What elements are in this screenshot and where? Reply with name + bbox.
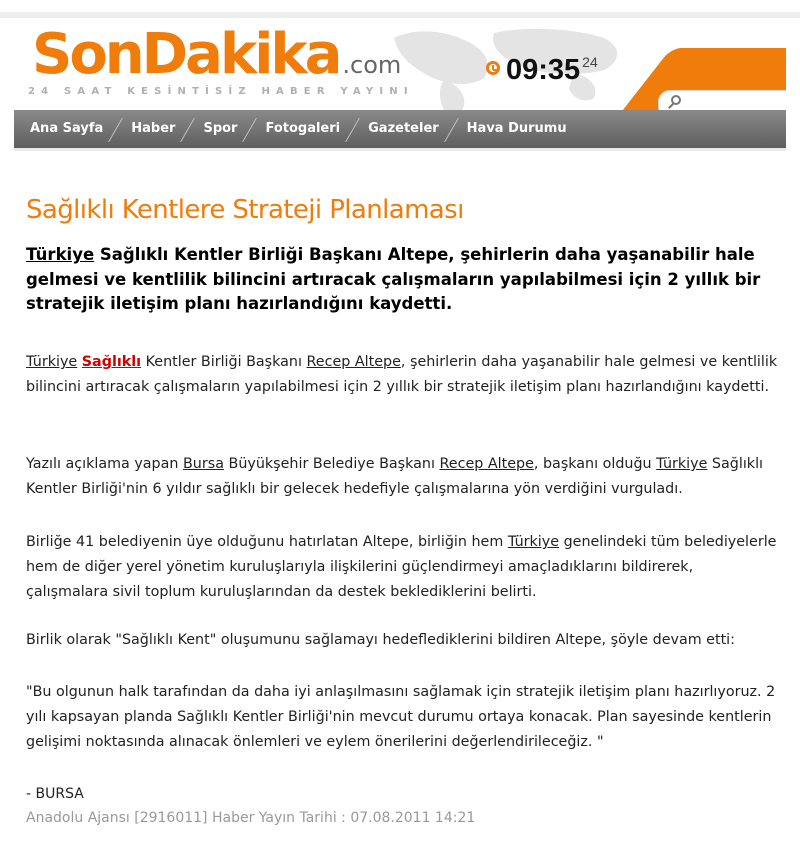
search-icon[interactable] xyxy=(671,95,681,105)
tag-link-recep-altepe[interactable]: Recep Altepe xyxy=(439,456,534,472)
article-title: Sağlıklı Kentlere Strateji Planlaması xyxy=(26,195,464,225)
article-paragraph-1 xyxy=(26,350,778,400)
tag-link-recep-altepe[interactable]: Recep Altepe xyxy=(306,354,401,370)
tag-link-turkiye[interactable]: Türkiye xyxy=(656,456,708,472)
live-clock xyxy=(486,54,598,86)
text-segment: Büyükşehir Belediye Başkanı xyxy=(223,456,440,472)
nav-item-ana-sayfa[interactable]: Ana Sayfa xyxy=(30,121,104,136)
article-location: - BURSA xyxy=(26,786,84,802)
nav-item-fotogaleri[interactable]: Fotogaleri xyxy=(251,110,354,148)
article-paragraph-3 xyxy=(26,530,778,605)
text-segment: Kentler Birliği Başkanı xyxy=(141,354,307,370)
lead-text: Sağlıklı Kentler Birliği Başkanı Altepe, şehirlerin daha yaşanabilir hale gelmesi ve kentlilik bilincini artıracak çalışmaların yapılabilmesi için 2 yıllık bir stratejik iletişim planı hazırlandığını kaydetti. xyxy=(26,245,761,313)
text-segment: Sağlıklı Kentler Birliği'nin 6 yıldır sağlıklı bir gelecek hedefiyle çalışmalarına yön verdiğini vurguladı. xyxy=(26,456,764,497)
article-paragraph-5: "Bu olgunun halk tarafından da daha iyi anlaşılmasını sağlamak için stratejik iletişim planı hazırlıyoruz. 2 yılı kapsayan planda Sağlıklı Kentler Birliği'nin mevcut durumu ortaya konacak. Plan sayesinde kentlerin gelişimi noktasında alınacak önlemleri ve eylem önerilerini değerlendirileceğiz. " xyxy=(26,684,776,750)
text-segment: , başkanı olduğu xyxy=(533,456,657,472)
clock-seconds: 24 xyxy=(582,54,598,70)
text-segment: , şehirlerin daha yaşanabilir hale gelmesi ve kentlilik bilincini artıracak çalışmaların yapılabilmesi için 2 yıllık bir stratejik iletişim planı hazırlandığını kaydetti. xyxy=(26,354,778,395)
lead-link-turkiye[interactable]: Türkiye xyxy=(26,245,95,264)
site-logo[interactable]: SonDakika .com xyxy=(32,22,402,87)
text-segment: genelindeki tüm belediyelerle hem de diğer yerel yönetim kuruluşlarıyla ilişkilerini güçlendirmeyi amaçladıklarını bildirerek, çalışmalara sivil toplum kuruluşlarından da destek beklediklerini belirti. xyxy=(26,534,777,600)
nav-item-haber[interactable]: Haber xyxy=(117,110,189,148)
nav-item-gazeteler[interactable]: Gazeteler xyxy=(354,110,453,148)
article-lead xyxy=(26,243,766,317)
tag-link-turkiye[interactable]: Türkiye xyxy=(26,354,78,370)
nav-item-hava-durumu[interactable]: Hava Durumu xyxy=(453,110,581,148)
site-header xyxy=(14,18,786,113)
text-segment: Yazılı açıklama yapan xyxy=(26,456,183,472)
nav-divider xyxy=(14,148,786,151)
tag-link-turkiye[interactable]: Türkiye xyxy=(507,534,560,550)
article-source: Anadolu Ajansı [2916011] Haber Yayın Tarihi : 07.08.2011 14:21 xyxy=(26,810,476,826)
text-segment: Birliğe 41 belediyenin üye olduğunu hatırlatan Altepe, birliğin hem xyxy=(26,534,508,550)
main-nav xyxy=(14,110,786,148)
tag-link-saglikli[interactable]: Sağlıklı xyxy=(81,354,142,370)
tag-link-bursa[interactable]: Bursa xyxy=(183,456,224,472)
article-paragraph-2 xyxy=(26,452,778,502)
clock-icon xyxy=(486,61,500,75)
article-paragraph-4: Birlik olarak "Sağlıklı Kent" oluşumunu sağlamayı hedeflediklerini bildiren Altepe, şöyle devam etti: xyxy=(26,632,735,648)
nav-item-spor[interactable]: Spor xyxy=(189,110,251,148)
clock-time: 09:35 xyxy=(506,54,581,86)
site-tagline: 24 SAAT KESİNTİSİZ HABER YAYINI xyxy=(28,86,414,97)
